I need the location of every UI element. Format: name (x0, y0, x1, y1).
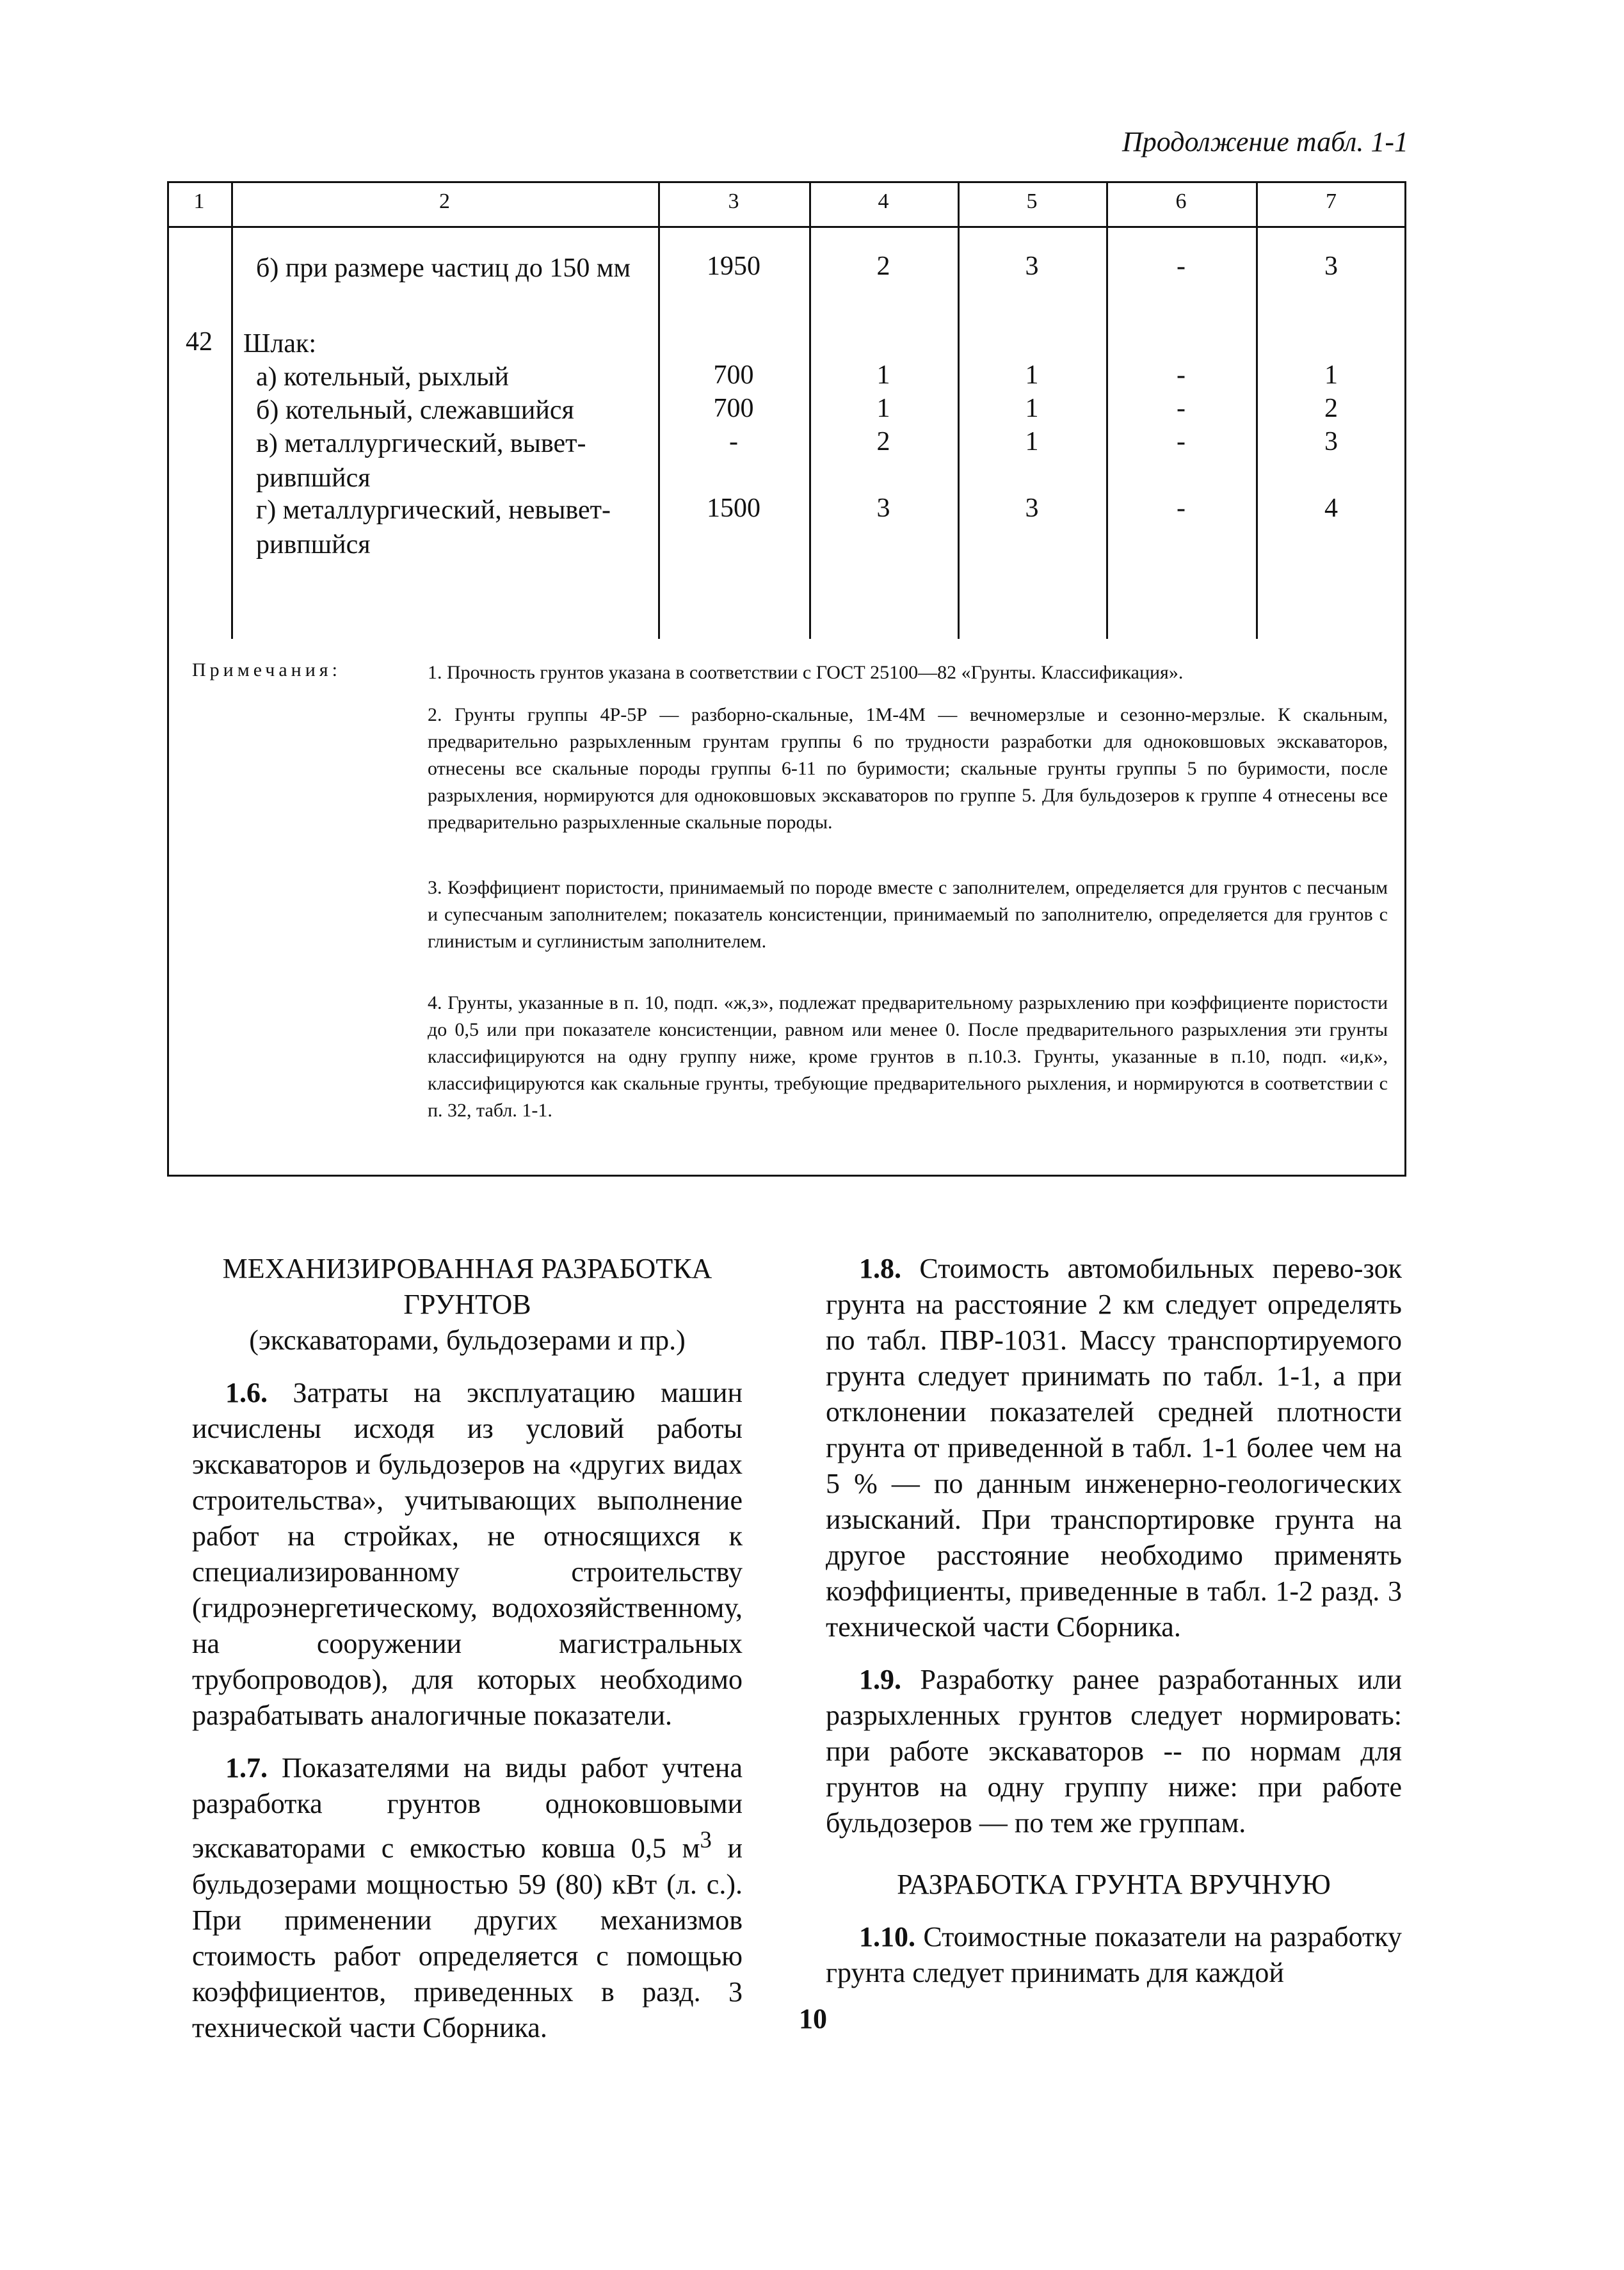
heading-line: МЕХАНИЗИРОВАННАЯ РАЗРАБОТКА (222, 1253, 712, 1284)
notes-label: Примечания: (192, 659, 341, 680)
table-header-rule (167, 226, 1406, 228)
left-column (192, 1251, 743, 2063)
clause-number: 1.7. (225, 1752, 268, 1783)
paragraph-1-6 (192, 1375, 743, 1734)
paragraph-1-10 (826, 1919, 1402, 1991)
heading-line: ГРУНТОВ (403, 1289, 531, 1320)
table-header-cell: 5 (1026, 189, 1038, 213)
table-cell: 3 (876, 494, 890, 523)
table-cell: 3 (1324, 252, 1338, 281)
table-col-divider (231, 181, 233, 639)
table-cell: - (1177, 427, 1186, 456)
table-cell: 1950 (707, 252, 760, 281)
table-header-cell: 7 (1326, 189, 1337, 213)
note-item: 3. Коэффициент пористости, принимаемый по породе вместе с заполнителем, определяется для грунтов с песчаным и супесчаным заполнителем; показатель консистенции, принимаемый по заполнителю, определяется для грунтов с глинистым и суглинистым заполнителем. (428, 877, 1388, 952)
clause-text: Стоимость автомобильных перево-зок грунта на расстояние 2 км следует определять по табл. ПВР-1031. Массу транспортируемого грунта следует принимать по табл. 1-1, а при отклонении показателей средней плотности грунта от приведенной в табл. 1-1 более чем на 5 % — по данным инженерно-геологических изысканий. При транспортировке грунта на другое расстояние необходимо применять коэффициенты, приведенные в табл. 1-2 разд. 3 технической части Сборника. (826, 1253, 1402, 1643)
table-cell: 1 (876, 360, 890, 390)
clause-text: Разработку ранее разработанных или разрыхленных грунтов следует нормировать: при работе экскаваторов -- по нормам для грунтов на одну группу ниже: при работе бульдозеров — по тем же группам. (826, 1664, 1402, 1839)
table-cell: 3 (1324, 427, 1338, 456)
clause-number: 1.9. (859, 1664, 901, 1695)
section-heading: РАЗРАБОТКА ГРУНТА ВРУЧНУЮ (897, 1869, 1331, 1900)
table-cell: 3 (1025, 252, 1039, 281)
clause-text: Стоимостные показатели на разработку грунта следует принимать для каждой (826, 1921, 1402, 1988)
table-cell: - (729, 427, 738, 456)
table-header-cell: 4 (878, 189, 889, 213)
note-item: 4. Грунты, указанные в п. 10, подп. «ж,з», подлежат предварительному разрыхлению при коэффициенте пористости до 0,5 или при показателе консистенции, равном или менее 0. После предварительного разрыхления эти грунты классифицируются на одну группу ниже, кроме грунтов в п.10.3. Грунты, указанные в п.10, подп. «и,к», классифицируются как скальные грунты, требующие предварительного рыхления, и нормируются в соответствии с п. 32, табл. 1-1. (428, 992, 1388, 1121)
table-header-cell: 2 (439, 189, 450, 213)
table-cell-name: а) котельный, рыхлый (256, 362, 510, 392)
table-cell: - (1177, 360, 1186, 390)
table-cell-name: б) при размере частиц до 150 мм (256, 254, 631, 283)
note-item: 2. Грунты группы 4Р-5Р — разборно-скальные, 1М-4М — вечномерзлые и сезонно-мерзлые. К скальным, предварительно разрыхленным грунтам группы 6 по трудности разработки для одноковшовых экскаваторов, отнесены все скальные породы группы 6-11 по буримости; скальные грунты группы 5 по буримости, после разрыхления, нормируются для одноковшовых экскаваторов по группе 5. Для бульдозеров к группе 4 отнесены все предварительно разрыхленные скальные породы. (428, 704, 1388, 833)
section-heading (192, 1251, 743, 1323)
section-subheading: (экскаваторами, бульдозерами и пр.) (249, 1324, 686, 1356)
table-cell: 2 (1324, 394, 1338, 423)
table-cell: 4 (1324, 494, 1338, 523)
table-header-cell: 1 (193, 189, 205, 213)
table-cell: 2 (876, 427, 890, 456)
table-cell: 2 (876, 252, 890, 281)
table-cell: 1 (876, 394, 890, 423)
clause-number: 1.8. (859, 1253, 901, 1284)
table-cell-name: в) металлургический, вывет-ривпшйся (256, 429, 586, 493)
table-cell: - (1177, 394, 1186, 423)
continuation-caption: Продолжение табл. 1-1 (1122, 126, 1408, 157)
table-cell: 3 (1025, 494, 1039, 523)
table-cell: 1 (1025, 427, 1039, 456)
clause-text: Показателями на виды работ учтена разработка грунтов одноковшовыми экскаваторами с емкостью ковша 0,5 м (192, 1752, 743, 1864)
superscript: 3 (700, 1826, 712, 1853)
table-cell: 700 (713, 394, 754, 423)
table-cell-name: Шлак: (243, 329, 317, 358)
table-cell: 1 (1025, 394, 1039, 423)
table-cell: - (1177, 252, 1186, 281)
paragraph-1-8 (826, 1251, 1402, 1645)
table-header-cell: 3 (728, 189, 739, 213)
table-cell: 1 (1025, 360, 1039, 390)
paragraph-1-9 (826, 1662, 1402, 1841)
table-header-cell: 6 (1175, 189, 1187, 213)
table-cell: - (1177, 494, 1186, 523)
clause-text: Затраты на эксплуатацию машин исчислены исходя из условий работы экскаваторов и бульдозеров на «других видах строительства», учитывающих выполнение работ на стройках, не относящихся к специализированному строительству (гидроэнергетическому, водохозяйственному, на сооружении магистральных трубопроводов), для которых необходимо разрабатывать аналогичные показатели. (192, 1377, 743, 1731)
clause-text: и бульдозерами мощностью 59 (80) кВт (л. с.). При применении других механизмов стоимость работ определяется с помощью коэффициентов, приведенных в разд. 3 технической части Сборника. (192, 1832, 743, 2043)
paragraph-1-7 (192, 1750, 743, 2046)
table-cell: 1500 (707, 494, 760, 523)
table-cell-name: г) металлургический, невывет-ривпшйся (256, 495, 611, 559)
right-column (826, 1251, 1402, 2008)
table-cell: 1 (1324, 360, 1338, 390)
note-item: 1. Прочность грунтов указана в соответствии с ГОСТ 25100—82 «Грунты. Классификация». (428, 662, 1184, 683)
table-cell-name: б) котельный, слежавшийся (256, 396, 574, 425)
clause-number: 1.6. (225, 1377, 268, 1408)
clause-number: 1.10. (859, 1921, 915, 1952)
table-cell: 700 (713, 360, 754, 390)
table-row-number: 42 (186, 327, 213, 357)
page-number: 10 (799, 2003, 827, 2034)
